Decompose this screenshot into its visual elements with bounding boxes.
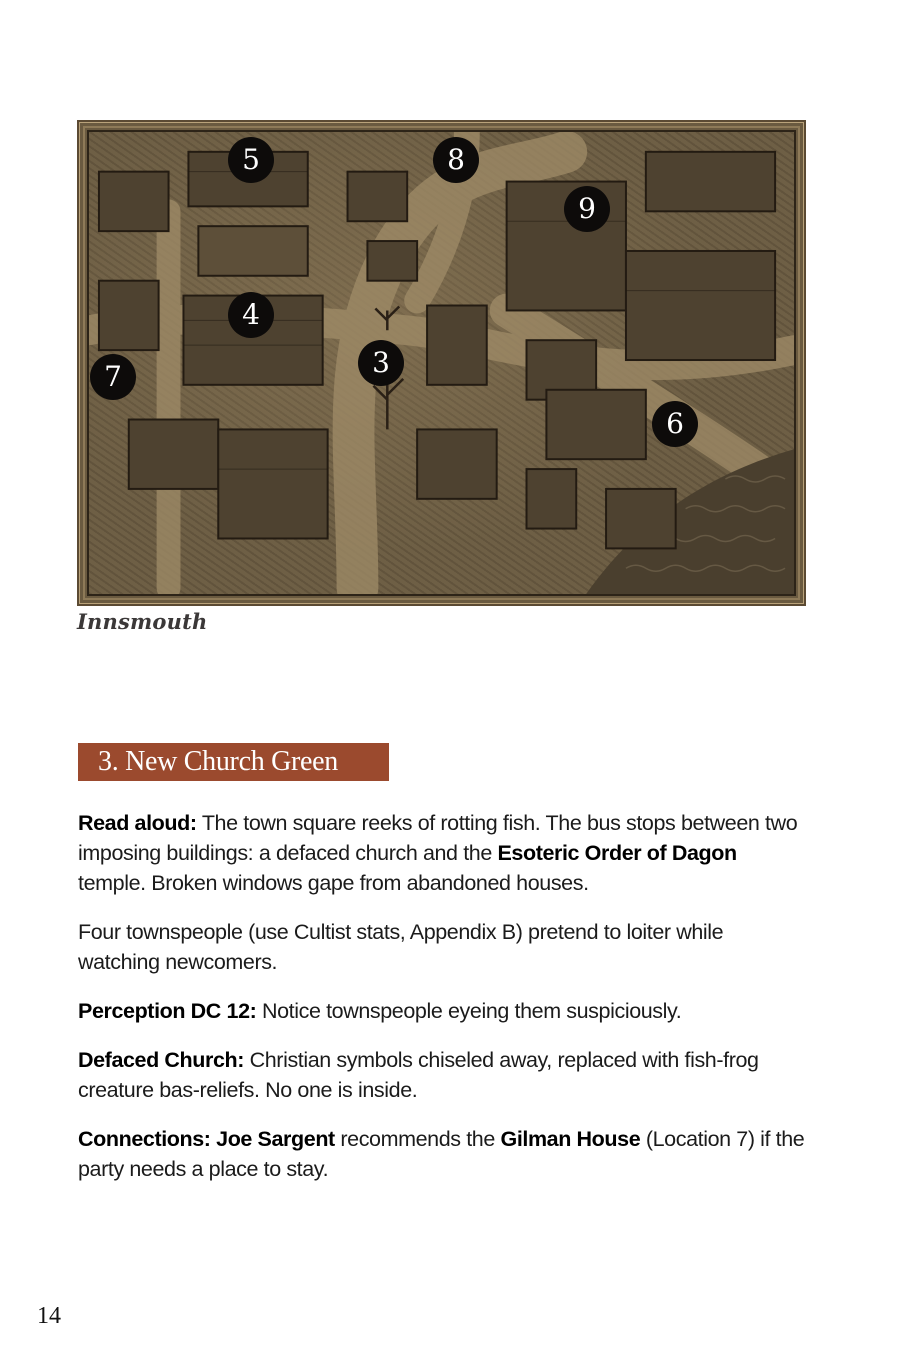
read-aloud-label: Read aloud: [78,811,197,835]
map-caption: Innsmouth [77,609,208,634]
townspeople-paragraph [78,917,808,977]
gilman-house-term: Gilman House [500,1127,641,1151]
defaced-church-paragraph [78,1045,808,1105]
perception-paragraph [78,996,808,1026]
map-marker-4: 4 [228,292,274,338]
map-marker-6: 6 [652,401,698,447]
perception-label: Perception DC 12: [78,999,257,1023]
joe-sargent-term: Joe Sargent [216,1127,335,1151]
read-aloud-text: The town square reeks of rotting fish. The bus stops between two imposing buildings: a defaced church and the [78,811,798,865]
section-body [78,808,808,1203]
map-marker-8: 8 [433,137,479,183]
map-marker-5: 5 [228,137,274,183]
section-title: 3. New Church Green [78,743,389,781]
perception-text: Notice townspeople eyeing them suspiciously. [256,999,682,1023]
map-illustration [87,130,796,596]
connections-text: recommends the [334,1127,501,1151]
map-marker-3: 3 [358,340,404,386]
defaced-church-text: Christian symbols chiseled away, replaced with fish-frog creature bas-reliefs. No one is inside. [78,1048,759,1102]
innsmouth-map [77,120,806,606]
defaced-church-label: Defaced Church: [78,1048,245,1072]
townspeople-text: Four townspeople (use Cultist stats, Appendix B) pretend to loiter while watching newcomers. [78,920,724,974]
map-artwork [89,132,794,594]
map-marker-7: 7 [90,354,136,400]
read-aloud-text-end: temple. Broken windows gape from abandoned houses. [78,871,589,895]
map-marker-9: 9 [564,186,610,232]
page-number: 14 [37,1303,61,1329]
esoteric-order-term: Esoteric Order of Dagon [497,841,737,865]
connections-label: Connections: [78,1127,211,1151]
connections-text-end: (Location 7) if the party needs a place to stay. [78,1127,805,1181]
read-aloud-paragraph [78,808,808,898]
connections-paragraph [78,1124,808,1184]
